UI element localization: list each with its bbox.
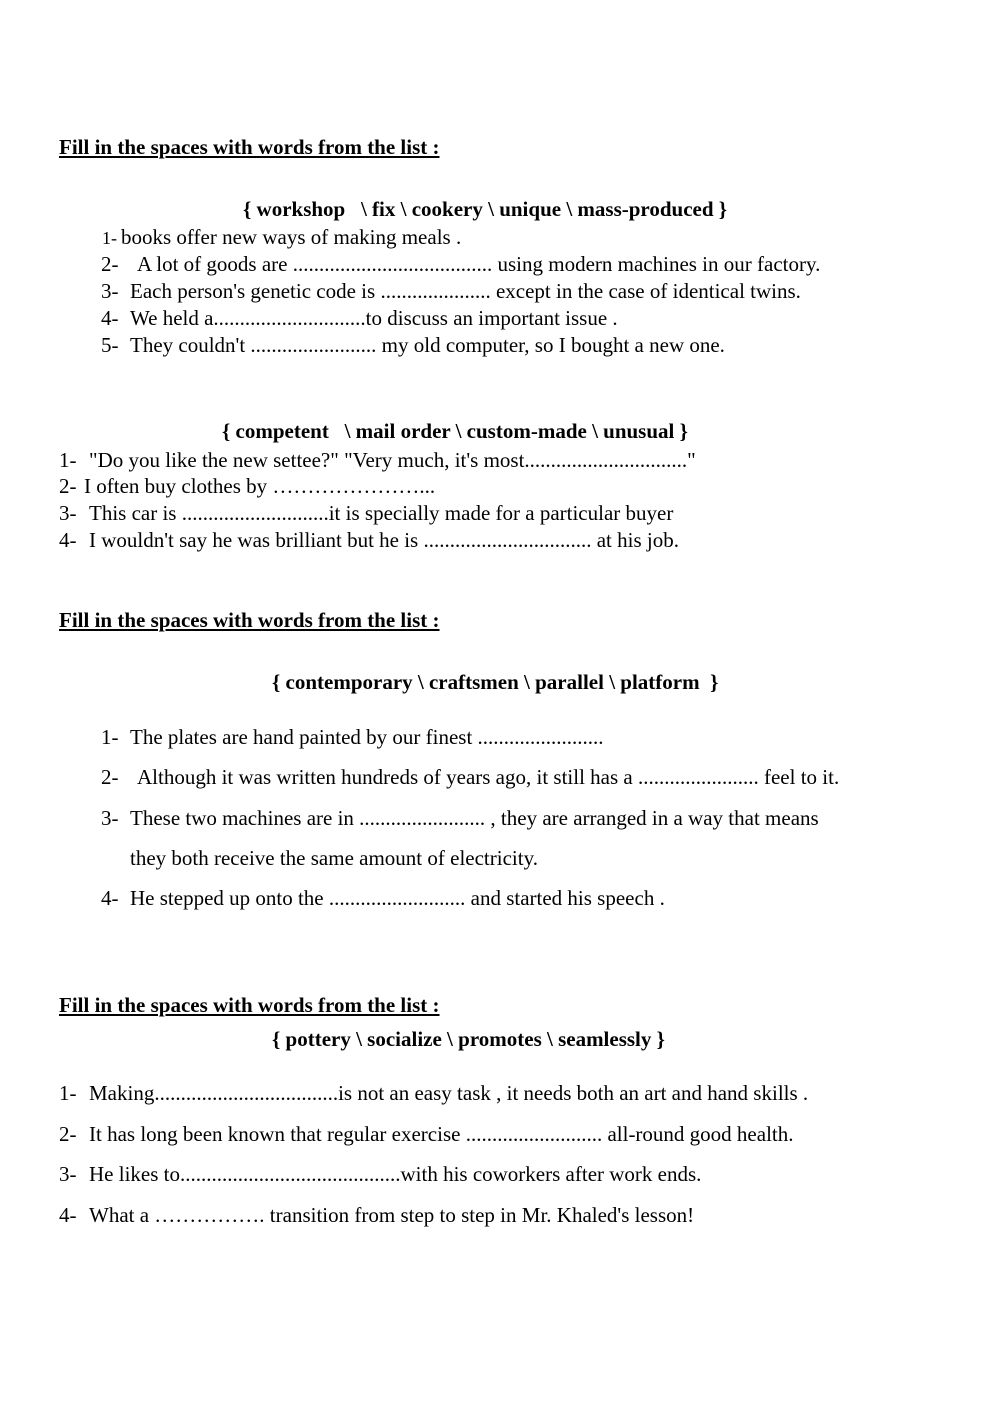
section2-item2-num: 2- [59, 474, 77, 498]
section1-item3-text: Each person's genetic code is ..................... except in the case of identical twins. [130, 279, 801, 303]
section4-item1-text: Making...................................is not an easy task , it needs both an art and hand skills . [89, 1081, 809, 1105]
section3-item3-text: These two machines are in ........................ , they are arranged in a way that means [130, 806, 819, 830]
section3-item1-num: 1- [101, 725, 119, 749]
section1-item2-text: A lot of goods are ...................................... using modern machines in our factory. [137, 252, 821, 276]
section4-item1-num: 1- [59, 1081, 77, 1105]
section2-item4-num: 4- [59, 528, 77, 552]
section2-item3-num: 3- [59, 501, 77, 525]
section3-item2-text: Although it was written hundreds of years ago, it still has a ....................... feel to it. [137, 765, 840, 789]
section4-item2-num: 2- [59, 1122, 77, 1146]
section4-item3-text: He likes to..........................................with his coworkers after work ends. [89, 1162, 702, 1186]
section2-item1-text: "Do you like the new settee?" "Very much, it's most..............................." [89, 448, 696, 472]
section4-item4-num: 4- [59, 1203, 77, 1227]
section1-item5-text: They couldn't ........................ my old computer, so I bought a new one. [130, 333, 725, 357]
section3-item4-num: 4- [101, 886, 119, 910]
section3-item3-continuation: they both receive the same amount of electricity. [130, 846, 538, 870]
section3-word-list: { contemporary \ craftsmen \ parallel \ platform } [272, 670, 719, 694]
section1-heading: Fill in the spaces with words from the list : [59, 135, 440, 159]
section3-heading: Fill in the spaces with words from the list : [59, 608, 440, 632]
section2-item3-text: This car is ............................it is specially made for a particular buyer [89, 501, 674, 525]
section2-item1-num: 1- [59, 448, 77, 472]
section1-item3-num: 3- [101, 279, 119, 303]
section4-item4-text: What a ……………. transition from step to step in Mr. Khaled's lesson! [89, 1203, 695, 1227]
section3-item4-text: He stepped up onto the .......................... and started his speech . [130, 886, 665, 910]
section1-item1-num: 1- [102, 228, 117, 248]
section3-item3-num: 3- [101, 806, 119, 830]
section4-word-list: { pottery \ socialize \ promotes \ seamlessly } [272, 1027, 665, 1051]
section1-item1-text: books offer new ways of making meals . [121, 225, 462, 249]
section3-item1-text: The plates are hand painted by our finest ........................ [130, 725, 604, 749]
section3-item2-num: 2- [101, 765, 119, 789]
section1-word-list: { workshop \ fix \ cookery \ unique \ mass-produced } [243, 197, 728, 221]
section4-item3-num: 3- [59, 1162, 77, 1186]
section1-item5-num: 5- [101, 333, 119, 357]
section4-item2-text: It has long been known that regular exercise .......................... all-round good health. [89, 1122, 794, 1146]
section2-item4-text: I wouldn't say he was brilliant but he is ................................ at his job. [89, 528, 679, 552]
section4-heading: Fill in the spaces with words from the list : [59, 993, 440, 1017]
section2-word-list: { competent \ mail order \ custom-made \ unusual } [222, 419, 688, 443]
section2-item2-text: I often buy clothes by …………………... [84, 474, 436, 498]
section1-item4-num: 4- [101, 306, 119, 330]
section1-item4-text: We held a.............................to discuss an important issue . [130, 306, 618, 330]
section1-item2-num: 2- [101, 252, 119, 276]
